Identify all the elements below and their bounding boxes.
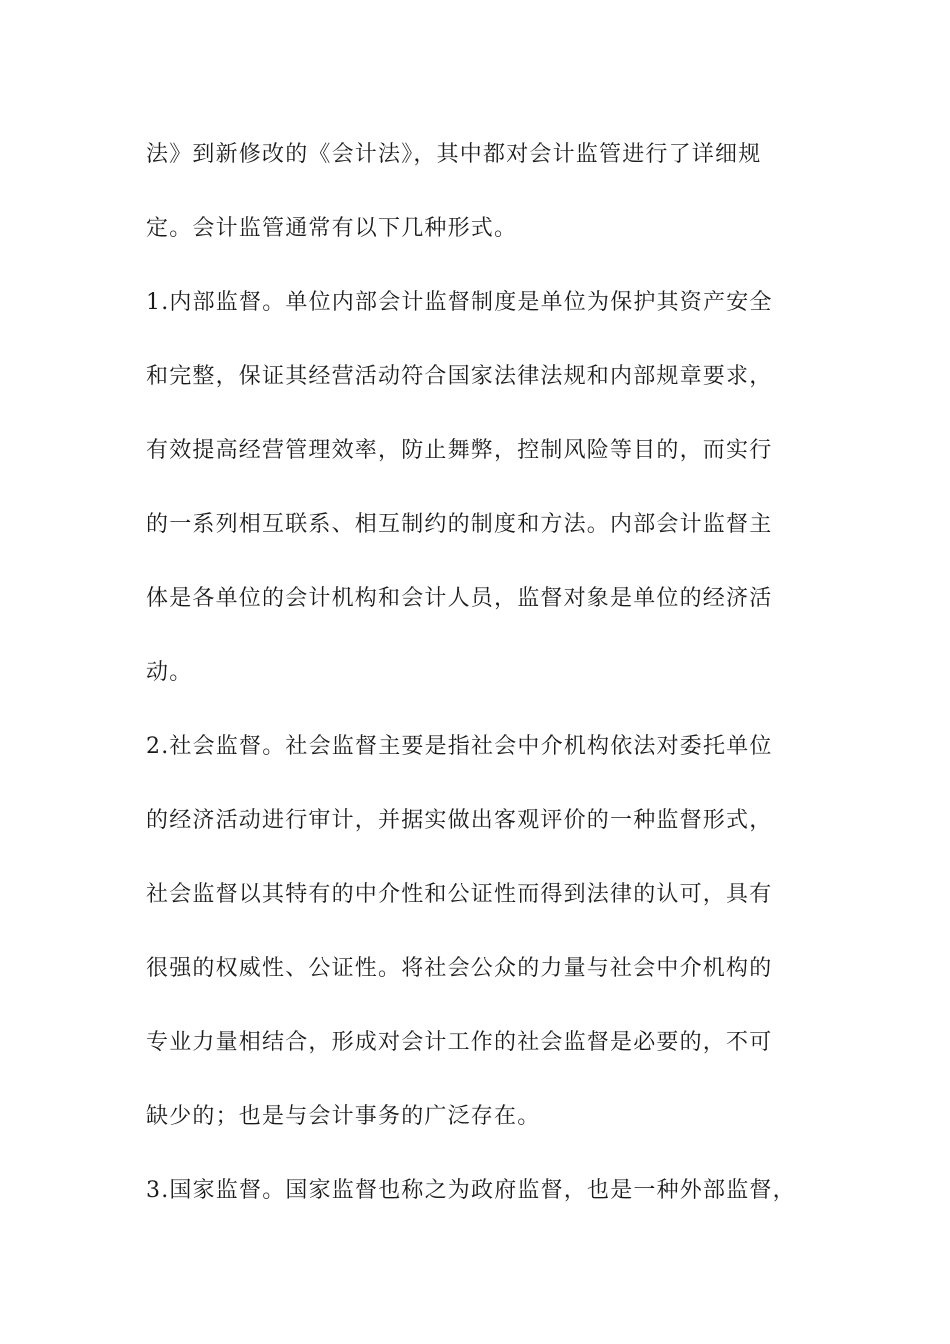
text-line: 3.国家监督。国家监督也称之为政府监督，也是一种外部监督， [146, 1178, 796, 1203]
text-line: 很强的权威性、公证性。将社会公众的力量与社会中介机构的 [146, 956, 773, 981]
text-line: 动。 [146, 660, 193, 685]
text-line: 1.内部监督。单位内部会计监督制度是单位为保护其资产安全 [146, 290, 773, 315]
text-line: 专业力量相结合，形成对会计工作的社会监督是必要的，不可 [146, 1030, 773, 1055]
text-line: 体是各单位的会计机构和会计人员，监督对象是单位的经济活 [146, 586, 773, 611]
text-line: 定。会计监管通常有以下几种形式。 [146, 216, 518, 241]
text-line: 有效提高经营管理效率，防止舞弊，控制风险等目的，而实行 [146, 438, 773, 463]
text-line: 的经济活动进行审计，并据实做出客观评价的一种监督形式， [146, 808, 773, 833]
text-line: 缺少的；也是与会计事务的广泛存在。 [146, 1104, 541, 1129]
body-text [146, 130, 806, 1240]
text-line: 法》到新修改的《会计法》，其中都对会计监管进行了详细规 [146, 142, 762, 167]
text-line: 社会监督以其特有的中介性和公证性而得到法律的认可，具有 [146, 882, 773, 907]
text-line: 2.社会监督。社会监督主要是指社会中介机构依法对委托单位 [146, 734, 773, 759]
text-line: 的一系列相互联系、相互制约的制度和方法。内部会计监督主 [146, 512, 773, 537]
text-line: 和完整，保证其经营活动符合国家法律法规和内部规章要求， [146, 364, 773, 389]
